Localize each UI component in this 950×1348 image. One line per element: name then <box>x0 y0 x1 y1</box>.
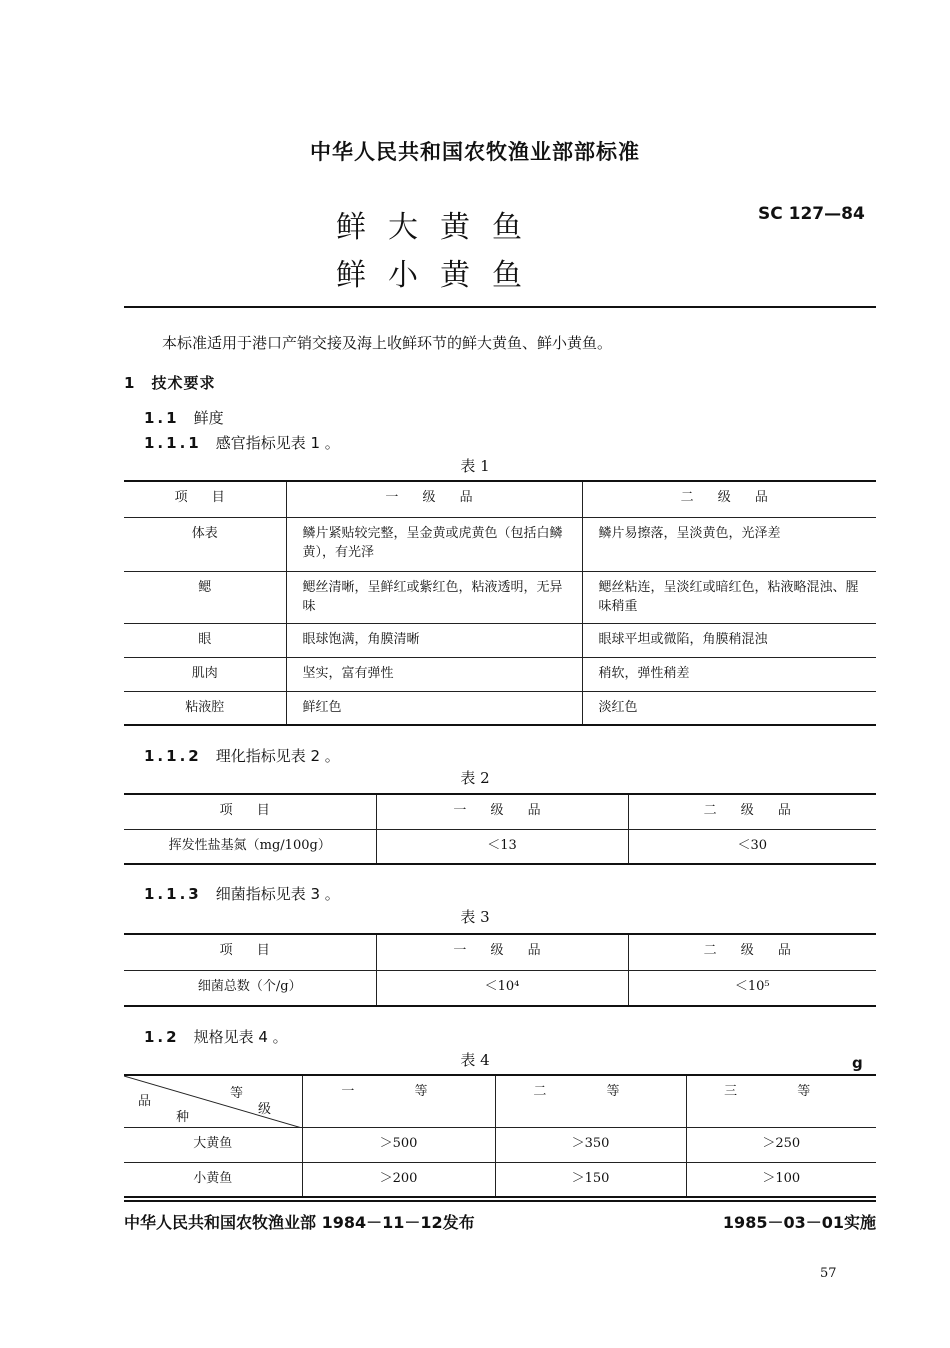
section-number: 1.1.2 <box>144 747 202 765</box>
header-cell: 一 级 品 <box>376 934 628 970</box>
issuing-organization: 中华人民共和国农牧渔业部部标准 <box>310 140 640 164</box>
item-cell: 细菌总数（个/g） <box>124 970 376 1006</box>
header-rule <box>124 306 876 308</box>
table-header-row <box>124 934 876 970</box>
table-header-row <box>124 481 876 517</box>
grade-1-cell: 眼球饱满，角膜清晰 <box>286 623 582 657</box>
scope-paragraph: 本标准适用于港口产销交接及海上收鲜环节的鲜大黄鱼、鲜小黄鱼。 <box>162 334 613 352</box>
table-row <box>124 1162 876 1197</box>
table-header-row <box>124 794 876 829</box>
grade-2-cell: 鳃丝粘连，呈淡红或暗红色，粘液略混浊、腥味稍重 <box>582 571 876 623</box>
table-row <box>124 517 876 571</box>
species-cell: 大黄鱼 <box>124 1127 302 1162</box>
header-cell: 二 级 品 <box>628 934 876 970</box>
standard-code: SC 127—84 <box>758 204 865 224</box>
corner-label: 种 <box>176 1110 190 1125</box>
section-title: 技术要求 <box>151 374 216 392</box>
section-1-2-heading <box>144 1026 288 1047</box>
grade-2-cell: 淡红色 <box>582 691 876 725</box>
table-row <box>124 970 876 1006</box>
grade-1-cell: 坚实，富有弹性 <box>286 657 582 691</box>
item-cell: 鳃 <box>124 571 286 623</box>
section-number: 1.1 <box>144 409 180 427</box>
grade-2-cell: ＜10⁵ <box>628 970 876 1006</box>
header-cell: 项 目 <box>124 934 376 970</box>
grade-cell: ＞150 <box>495 1162 686 1197</box>
unit-label: g <box>852 1054 863 1072</box>
grade-cell: ＞100 <box>686 1162 876 1197</box>
header-cell: 二 等 <box>495 1075 686 1127</box>
section-1-heading <box>124 372 229 393</box>
sensory-table <box>124 480 876 726</box>
section-number: 1 <box>124 374 138 392</box>
diagonal-corner-cell <box>124 1075 302 1127</box>
section-title: 理化指标见表 2 。 <box>215 747 340 765</box>
grade-cell: ＞500 <box>302 1127 495 1162</box>
table-row <box>124 571 876 623</box>
page-number: 57 <box>820 1266 837 1281</box>
header-cell: 一 等 <box>302 1075 495 1127</box>
grade-1-cell: ＜13 <box>376 829 628 864</box>
section-title: 细菌指标见表 3 。 <box>215 885 340 903</box>
table-row <box>124 691 876 725</box>
grade-1-cell: ＜10⁴ <box>376 970 628 1006</box>
item-cell: 体表 <box>124 517 286 571</box>
table-2-caption: 表 2 <box>460 769 490 787</box>
header-cell: 二 级 品 <box>628 794 876 829</box>
table-header-row <box>124 1075 876 1127</box>
table-row <box>124 657 876 691</box>
section-1-1-1-heading <box>144 432 340 453</box>
grade-2-cell: 鳞片易擦落，呈淡黄色，光泽差 <box>582 517 876 571</box>
grade-2-cell: 稍软，弹性稍差 <box>582 657 876 691</box>
species-cell: 小黄鱼 <box>124 1162 302 1197</box>
grade-cell: ＞250 <box>686 1127 876 1162</box>
standard-title-line-2: 鲜小黄鱼 <box>336 258 544 293</box>
item-cell: 粘液腔 <box>124 691 286 725</box>
corner-label: 级 <box>258 1102 272 1117</box>
header-cell: 三 等 <box>686 1075 876 1127</box>
grade-1-cell: 鲜红色 <box>286 691 582 725</box>
table-4-caption: 表 4 <box>460 1051 490 1069</box>
standard-title-line-1: 鲜大黄鱼 <box>336 210 544 245</box>
issue-date: 中华人民共和国农牧渔业部 1984－11－12发布 <box>124 1213 475 1232</box>
grade-cell: ＞200 <box>302 1162 495 1197</box>
item-cell: 眼 <box>124 623 286 657</box>
header-cell: 一 级 品 <box>286 481 582 517</box>
table-row <box>124 1127 876 1162</box>
grade-1-cell: 鳞片紧贴较完整，呈金黄或虎黄色（包括白鳞黄），有光泽 <box>286 517 582 571</box>
table-row <box>124 829 876 864</box>
physicochemical-table <box>124 793 876 865</box>
section-1-1-2-heading <box>144 745 340 766</box>
header-cell: 项 目 <box>124 794 376 829</box>
section-title: 感官指标见表 1 。 <box>215 434 340 452</box>
grade-2-cell: ＜30 <box>628 829 876 864</box>
section-1-1-heading <box>144 407 224 428</box>
corner-label: 品 <box>138 1094 152 1109</box>
item-cell: 挥发性盐基氮（mg/100g） <box>124 829 376 864</box>
table-3-caption: 表 3 <box>460 908 490 926</box>
grade-1-cell: 鳃丝清晰，呈鲜红或紫红色，粘液透明，无异味 <box>286 571 582 623</box>
header-cell: 二 级 品 <box>582 481 876 517</box>
header-cell: 一 级 品 <box>376 794 628 829</box>
effective-date: 1985－03－01实施 <box>722 1213 876 1232</box>
section-number: 1.1.1 <box>144 434 202 452</box>
footer-rule <box>124 1200 876 1202</box>
bacteria-table <box>124 933 876 1007</box>
table-row <box>124 623 876 657</box>
header-cell: 项 目 <box>124 481 286 517</box>
section-number: 1.2 <box>144 1028 180 1046</box>
section-1-1-3-heading <box>144 883 340 904</box>
grade-cell: ＞350 <box>495 1127 686 1162</box>
section-number: 1.1.3 <box>144 885 202 903</box>
section-title: 规格见表 4 。 <box>193 1028 288 1046</box>
item-cell: 肌肉 <box>124 657 286 691</box>
size-table <box>124 1074 876 1198</box>
section-title: 鲜度 <box>193 409 224 427</box>
table-1-caption: 表 1 <box>460 457 490 475</box>
grade-2-cell: 眼球平坦或微陷，角膜稍混浊 <box>582 623 876 657</box>
corner-label: 等 <box>230 1086 244 1101</box>
